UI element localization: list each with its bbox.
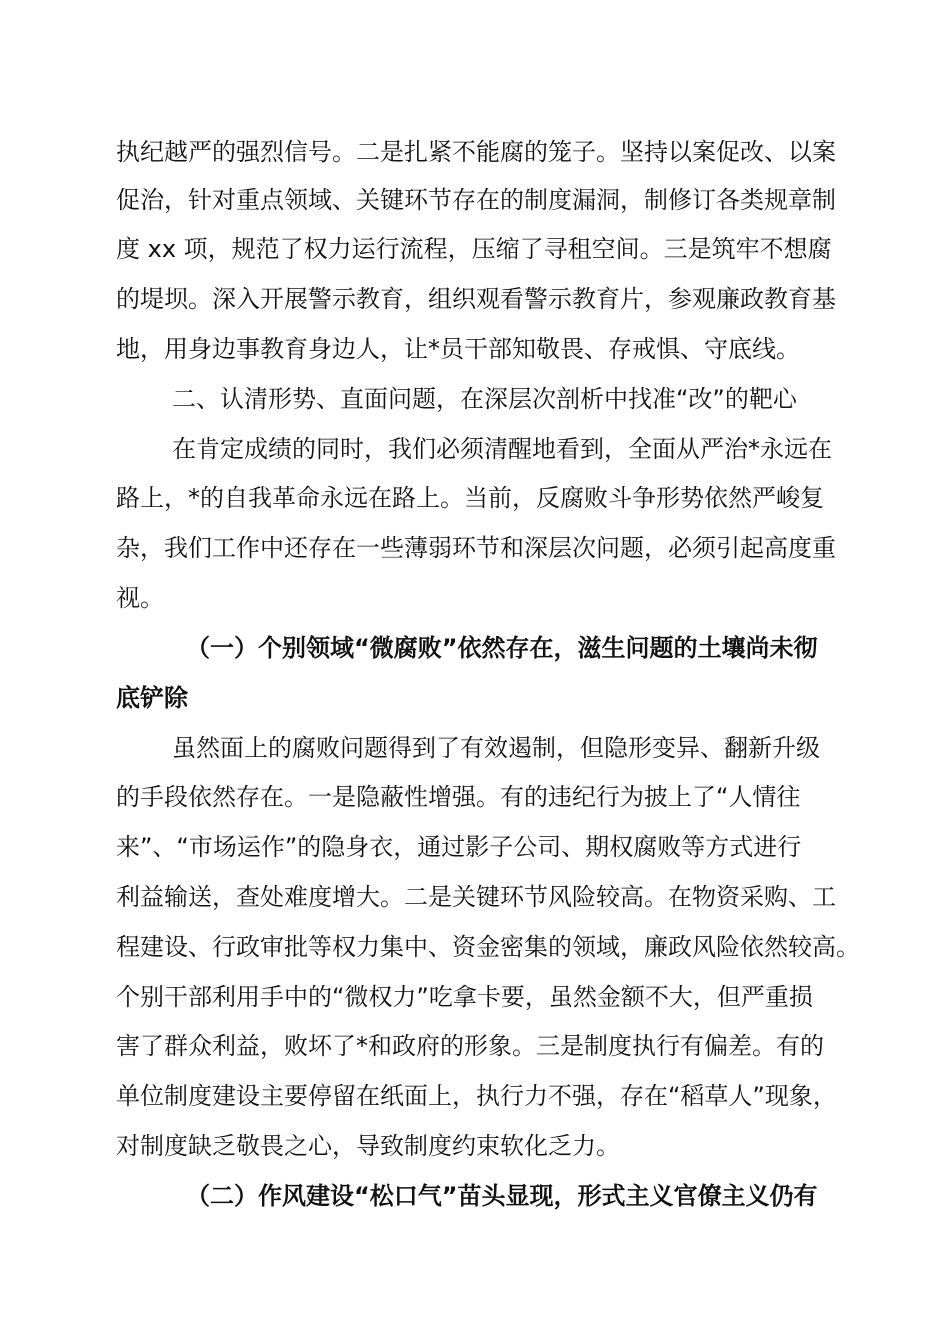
subsection-heading: 底铲除 xyxy=(116,684,188,712)
body-line: 地，用身边事教育身边人，让*员干部知敬畏、存戒惧、守底线。 xyxy=(116,335,800,363)
section-heading: 二、认清形势、直面问题，在深层次剖析中找准“改”的靶心 xyxy=(172,385,797,413)
body-line: 路上，*的自我革命永远在路上。当前，反腐败斗争形势依然严峻复 xyxy=(116,484,824,512)
body-line: 来”、“市场运作”的隐身衣，通过影子公司、期权腐败等方式进行 xyxy=(116,833,802,861)
subsection-heading: （一）个别领域“微腐败”依然存在，滋生问题的土壤尚未彻 xyxy=(186,634,818,662)
body-line: 的堤坝。深入开展警示教育，组织观看警示教育片，参观廉政教育基 xyxy=(116,285,836,313)
body-line: 虽然面上的腐败问题得到了有效遏制，但隐形变异、翻新升级 xyxy=(172,734,820,762)
body-line: 程建设、行政审批等权力集中、资金密集的领域，廉政风险依然较高。 xyxy=(116,933,860,961)
body-line: 单位制度建设主要停留在纸面上，执行力不强，存在“稻草人”现象， xyxy=(116,1082,837,1110)
body-line: 害了群众利益，败坏了*和政府的形象。三是制度执行有偏差。有的 xyxy=(116,1032,824,1060)
body-line: 杂，我们工作中还存在一些薄弱环节和深层次问题，必须引起高度重 xyxy=(116,534,836,562)
body-line: 对制度缺乏敬畏之心，导致制度约束软化乏力。 xyxy=(116,1132,620,1160)
body-line: 个别干部利用手中的“微权力”吃拿卡要，虽然金额不大，但严重损 xyxy=(116,983,813,1011)
body-line: 度 xx 项，规范了权力运行流程，压缩了寻租空间。三是筑牢不想腐 xyxy=(116,235,832,263)
body-line: 利益输送，查处难度增大。二是关键环节风险较高。在物资采购、工 xyxy=(116,883,836,911)
body-line: 在肯定成绩的同时，我们必须清醒地看到，全面从严治*永远在 xyxy=(172,435,832,463)
body-line: 执纪越严的强烈信号。二是扎紧不能腐的笼子。坚持以案促改、以案 xyxy=(116,138,836,166)
body-line: 视。 xyxy=(116,584,164,612)
body-line: 的手段依然存在。一是隐蔽性增强。有的违纪行为披上了“人情往 xyxy=(116,783,801,811)
body-line: 促治，针对重点领域、关键环节存在的制度漏洞，制修订各类规章制 xyxy=(116,186,836,214)
subsection-heading: （二）作风建设“松口气”苗头显现，形式主义官僚主义仍有 xyxy=(186,1182,818,1210)
